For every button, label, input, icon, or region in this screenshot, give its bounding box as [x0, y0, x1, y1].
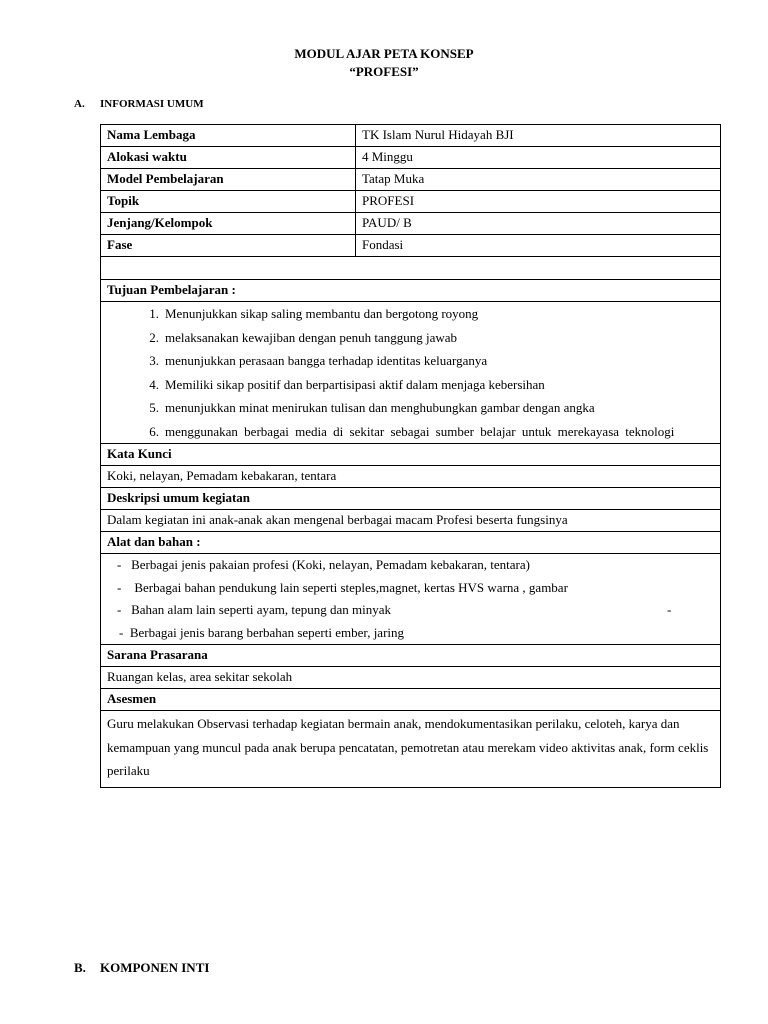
info-label: Topik	[101, 191, 356, 213]
deskripsi-heading-row	[101, 488, 721, 510]
sarana-heading-row	[101, 645, 721, 667]
alat-list	[107, 554, 714, 644]
list-item-number: 2.	[149, 329, 159, 345]
info-value: Tatap Muka	[356, 169, 721, 191]
info-label: Fase	[101, 235, 356, 257]
kata-kunci-heading: Kata Kunci	[101, 444, 721, 466]
tujuan-list-row	[101, 302, 721, 444]
info-row	[101, 213, 721, 235]
tujuan-heading-row	[101, 280, 721, 302]
alat-heading-row	[101, 532, 721, 554]
asesmen-heading: Asesmen	[101, 689, 721, 711]
tujuan-list	[107, 302, 714, 443]
list-item	[137, 326, 714, 350]
sarana-row	[101, 667, 721, 689]
list-item-text: Menunjukkan sikap saling membantu dan bergotong royong	[165, 306, 479, 321]
list-item	[137, 302, 714, 326]
list-item-number: 5.	[149, 400, 159, 415]
info-table	[100, 124, 721, 788]
asesmen-heading-row	[101, 689, 721, 711]
section-b-heading	[74, 960, 209, 976]
asesmen-text: Guru melakukan Observasi terhadap kegiatan bermain anak, mendokumentasikan perilaku, celoteh, karya dan kemampuan yang muncul pada anak berupa pencatatan, pemotretan atau merekam video aktivitas anak, form ceklis perilaku	[101, 711, 721, 788]
info-row	[101, 169, 721, 191]
info-value: Fondasi	[356, 235, 721, 257]
list-item-text: menggunakan berbagai media di sekitar sebagai sumber belajar untuk merekayasa teknologi	[165, 423, 675, 439]
alat-list-row	[101, 554, 721, 645]
section-a-heading	[74, 98, 204, 110]
dash-marker: -	[117, 557, 122, 572]
info-label: Nama Lembaga	[101, 125, 356, 147]
list-item-number: 3.	[149, 353, 159, 368]
list-item	[107, 599, 714, 622]
section-b-title: KOMPONEN INTI	[100, 960, 210, 975]
alat-list-cell	[101, 554, 721, 645]
list-item-text: menunjukkan minat menirukan tulisan dan menghubungkan gambar dengan angka	[165, 400, 595, 415]
dash-marker: -	[117, 579, 122, 595]
tujuan-list-cell	[101, 302, 721, 444]
sarana-text: Ruangan kelas, area sekitar sekolah	[101, 667, 721, 689]
list-item-text: Berbagai bahan pendukung lain seperti steples,magnet, kertas HVS warna , gambar	[134, 579, 568, 595]
empty-row	[101, 257, 721, 280]
info-label: Alokasi waktu	[101, 147, 356, 169]
list-item-text: melaksanakan kewajiban dengan penuh tanggung jawab	[165, 329, 458, 345]
section-a-title: INFORMASI UMUM	[100, 98, 204, 110]
list-item-text: Bahan alam lain seperti ayam, tepung dan minyak	[131, 602, 392, 617]
kata-kunci-row	[101, 466, 721, 488]
info-value: PAUD/ B	[356, 213, 721, 235]
info-value: PROFESI	[356, 191, 721, 213]
list-item	[107, 554, 714, 577]
list-item-text: Berbagai jenis barang berbahan seperti ember, jaring	[129, 624, 405, 640]
kata-kunci-text: Koki, nelayan, Pemadam kebakaran, tentara	[101, 466, 721, 488]
asesmen-row	[101, 711, 721, 788]
info-label: Model Pembelajaran	[101, 169, 356, 191]
sarana-heading: Sarana Prasarana	[101, 645, 721, 667]
info-row	[101, 125, 721, 147]
dash-marker: -	[119, 624, 124, 640]
list-item	[107, 577, 714, 600]
info-row	[101, 147, 721, 169]
list-item-text: Memiliki sikap positif dan berpartisipasi aktif dalam menjaga kebersihan	[165, 376, 545, 392]
alat-heading: Alat dan bahan :	[101, 532, 721, 554]
list-item-text: Berbagai jenis pakaian profesi (Koki, nelayan, Pemadam kebakaran, tentara)	[131, 557, 530, 572]
info-value: TK Islam Nurul Hidayah BJI	[356, 125, 721, 147]
info-label: Jenjang/Kelompok	[101, 213, 356, 235]
list-item	[107, 622, 714, 645]
info-value: 4 Minggu	[356, 147, 721, 169]
dash-marker: -	[117, 602, 122, 617]
list-item-number: 6.	[149, 423, 159, 439]
list-item	[137, 396, 714, 420]
tujuan-heading: Tujuan Pembelajaran :	[101, 280, 721, 302]
empty-cell	[101, 257, 721, 280]
list-item	[137, 420, 714, 444]
list-item	[137, 349, 714, 373]
info-row	[101, 191, 721, 213]
kata-kunci-heading-row	[101, 444, 721, 466]
list-item-number: 4.	[149, 376, 159, 392]
deskripsi-row	[101, 510, 721, 532]
deskripsi-heading: Deskripsi umum kegiatan	[101, 488, 721, 510]
document-subtitle: “PROFESI”	[349, 64, 419, 79]
list-item-number: 1.	[149, 306, 159, 321]
section-a-letter: A.	[74, 98, 85, 110]
list-item-text: menunjukkan perasaan bangga terhadap identitas keluarganya	[165, 353, 488, 368]
section-b-letter: B.	[74, 960, 86, 975]
deskripsi-text: Dalam kegiatan ini anak-anak akan mengenal berbagai macam Profesi beserta fungsinya	[101, 510, 721, 532]
document-title: MODUL AJAR PETA KONSEP	[294, 46, 474, 61]
info-row	[101, 235, 721, 257]
trailing-dash: -	[667, 602, 672, 617]
list-item	[137, 373, 714, 397]
